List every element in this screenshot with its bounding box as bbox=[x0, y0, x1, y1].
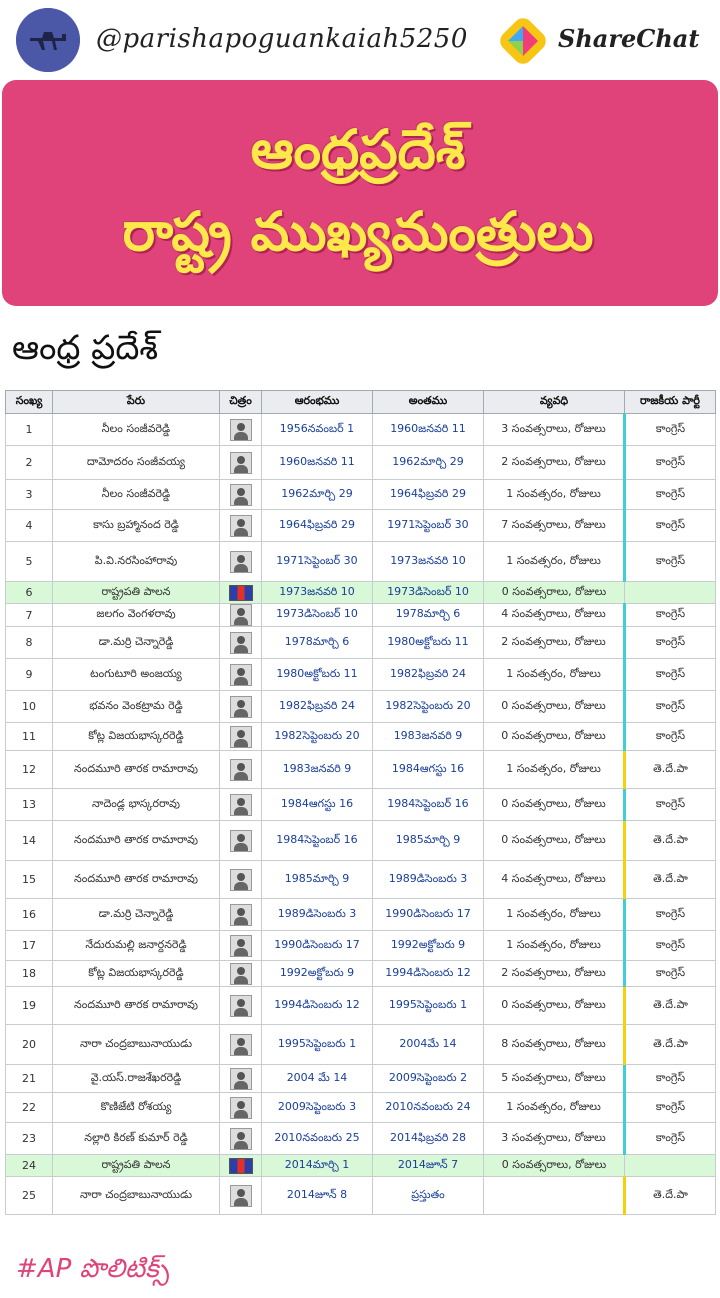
cell-photo bbox=[220, 789, 262, 821]
cell-name: కోట్ల విజయభాస్కరరెడ్డి bbox=[53, 723, 220, 751]
cell-start-date: 2009సెప్టెంబరు 3 bbox=[262, 1093, 373, 1123]
cell-photo bbox=[220, 1093, 262, 1123]
portrait-icon bbox=[230, 1097, 252, 1119]
portrait-icon bbox=[230, 759, 252, 781]
cell-start-date: 1989డిసెంబరు 3 bbox=[262, 899, 373, 931]
table-row bbox=[6, 1065, 716, 1093]
cell-duration: 5 సంవత్సరాలు, రోజులు bbox=[484, 1065, 625, 1093]
cell-name: నందమూరి తారక రామారావు bbox=[53, 751, 220, 789]
cell-name: జలగం వెంగళరావు bbox=[53, 604, 220, 627]
avatar[interactable] bbox=[16, 8, 80, 72]
cell-name: టంగుటూరి అంజయ్య bbox=[53, 659, 220, 691]
cell-end-date: 1964ఫిబ్రవరి 29 bbox=[373, 480, 484, 510]
cell-photo bbox=[220, 987, 262, 1025]
cell-duration: 2 సంవత్సరాలు, రోజులు bbox=[484, 961, 625, 987]
portrait-icon bbox=[230, 1128, 252, 1150]
col-header-party: రాజకీయ పార్టీ bbox=[625, 391, 716, 414]
cell-duration: 4 సంవత్సరాలు, రోజులు bbox=[484, 604, 625, 627]
table-row bbox=[6, 1123, 716, 1155]
cell-party: కాంగ్రెస్ bbox=[625, 931, 716, 961]
cell-party bbox=[625, 1155, 716, 1177]
cell-start-date: 2014మార్చి 1 bbox=[262, 1155, 373, 1177]
cell-party: కాంగ్రెస్ bbox=[625, 899, 716, 931]
cell-number: 24 bbox=[6, 1155, 53, 1177]
airplane-icon bbox=[16, 8, 80, 72]
cell-end-date: 1989డిసెంబరు 3 bbox=[373, 861, 484, 899]
portrait-icon bbox=[230, 1068, 252, 1090]
portrait-icon bbox=[230, 904, 252, 926]
cell-name: నల్లారి కిరణ్ కుమార్ రెడ్డి bbox=[53, 1123, 220, 1155]
cell-duration: 1 సంవత్సరం, రోజులు bbox=[484, 480, 625, 510]
cell-duration: 2 సంవత్సరాలు, రోజులు bbox=[484, 446, 625, 480]
portrait-icon bbox=[230, 419, 252, 441]
cell-number: 21 bbox=[6, 1065, 53, 1093]
portrait-icon bbox=[230, 696, 252, 718]
hashtag[interactable]: #AP పొలిటిక్స్ bbox=[16, 1254, 170, 1284]
table-row bbox=[6, 691, 716, 723]
cell-start-date: 1995సెప్టెంబరు 1 bbox=[262, 1025, 373, 1065]
cell-name: నారా చంద్రబాబునాయుడు bbox=[53, 1177, 220, 1215]
portrait-icon bbox=[230, 1034, 252, 1056]
table-row bbox=[6, 751, 716, 789]
cell-duration: 3 సంవత్సరాలు, రోజులు bbox=[484, 414, 625, 446]
col-header-number: సంఖ్య bbox=[6, 391, 53, 414]
cell-end-date: 1984సెప్టెంబర్ 16 bbox=[373, 789, 484, 821]
cell-number: 20 bbox=[6, 1025, 53, 1065]
cell-number: 22 bbox=[6, 1093, 53, 1123]
cell-duration: 0 సంవత్సరాలు, రోజులు bbox=[484, 987, 625, 1025]
cell-photo bbox=[220, 414, 262, 446]
cell-end-date: 1984ఆగస్టు 16 bbox=[373, 751, 484, 789]
table-row bbox=[6, 659, 716, 691]
cell-end-date: 1973జనవరి 10 bbox=[373, 542, 484, 582]
cell-end-date: 1990డిసెంబరు 17 bbox=[373, 899, 484, 931]
cell-end-date: ప్రస్తుతం bbox=[373, 1177, 484, 1215]
cell-start-date: 1985మార్చి 9 bbox=[262, 861, 373, 899]
portrait-icon bbox=[230, 632, 252, 654]
cell-duration: 0 సంవత్సరాలు, రోజులు bbox=[484, 1155, 625, 1177]
portrait-icon bbox=[230, 794, 252, 816]
cell-number: 4 bbox=[6, 510, 53, 542]
cell-party: కాంగ్రెస్ bbox=[625, 691, 716, 723]
table-row bbox=[6, 899, 716, 931]
cell-party: కాంగ్రెస్ bbox=[625, 789, 716, 821]
cell-end-date: 1973డిసెంబర్ 10 bbox=[373, 582, 484, 604]
cell-photo bbox=[220, 480, 262, 510]
cell-name: వై.యస్.రాజశేఖరరెడ్డి bbox=[53, 1065, 220, 1093]
table-row bbox=[6, 627, 716, 659]
col-header-name: పేరు bbox=[53, 391, 220, 414]
table-row bbox=[6, 1093, 716, 1123]
cell-number: 5 bbox=[6, 542, 53, 582]
sharechat-logo-icon bbox=[498, 16, 548, 66]
cell-photo bbox=[220, 604, 262, 627]
cell-photo bbox=[220, 627, 262, 659]
cell-duration: 4 సంవత్సరాలు, రోజులు bbox=[484, 861, 625, 899]
cell-start-date: 2010నవంబరు 25 bbox=[262, 1123, 373, 1155]
cell-start-date: 1978మార్చి 6 bbox=[262, 627, 373, 659]
cell-photo bbox=[220, 542, 262, 582]
cell-name: కాసు బ్రహ్మానంద రెడ్డి bbox=[53, 510, 220, 542]
cell-party: కాంగ్రెస్ bbox=[625, 627, 716, 659]
cell-start-date: 1984సెప్టెంబర్ 16 bbox=[262, 821, 373, 861]
chief-ministers-table bbox=[5, 390, 716, 1215]
portrait-icon bbox=[230, 830, 252, 852]
cell-start-date: 1956నవంబర్ 1 bbox=[262, 414, 373, 446]
portrait-icon bbox=[230, 995, 252, 1017]
cell-start-date: 1983జనవరి 9 bbox=[262, 751, 373, 789]
cell-photo bbox=[220, 1177, 262, 1215]
cell-name: నాదెండ్ల భాస్కరరావు bbox=[53, 789, 220, 821]
cell-end-date: 2014ఫిబ్రవరి 28 bbox=[373, 1123, 484, 1155]
cell-end-date: 1985మార్చి 9 bbox=[373, 821, 484, 861]
portrait-icon bbox=[230, 551, 252, 573]
cell-start-date: 1990డిసెంబరు 17 bbox=[262, 931, 373, 961]
cell-number: 8 bbox=[6, 627, 53, 659]
cell-name: కొణిజేటి రోశయ్య bbox=[53, 1093, 220, 1123]
table-row bbox=[6, 1177, 716, 1215]
cell-name: రాష్ట్రపతి పాలన bbox=[53, 582, 220, 604]
cell-end-date: 1971సెప్టెంబర్ 30 bbox=[373, 510, 484, 542]
cell-name: పి.వి.నరసింహారావు bbox=[53, 542, 220, 582]
cell-party: తె.దే.పా bbox=[625, 751, 716, 789]
table-row bbox=[6, 861, 716, 899]
cell-number: 9 bbox=[6, 659, 53, 691]
cell-party: కాంగ్రెస్ bbox=[625, 659, 716, 691]
table-row bbox=[6, 480, 716, 510]
cell-party bbox=[625, 582, 716, 604]
col-header-start: ఆరంభము bbox=[262, 391, 373, 414]
cell-duration: 1 సంవత్సరం, రోజులు bbox=[484, 931, 625, 961]
table-row bbox=[6, 1025, 716, 1065]
cell-name: నందమూరి తారక రామారావు bbox=[53, 861, 220, 899]
portrait-icon bbox=[230, 604, 252, 626]
cell-name: నేదురుమల్లి జనార్దనరెడ్డి bbox=[53, 931, 220, 961]
cell-duration bbox=[484, 1177, 625, 1215]
portrait-icon bbox=[230, 452, 252, 474]
cell-end-date: 2014జూన్ 7 bbox=[373, 1155, 484, 1177]
cell-start-date: 1994డిసెంబరు 12 bbox=[262, 987, 373, 1025]
cell-name: నీలం సంజీవరెడ్డి bbox=[53, 480, 220, 510]
cell-number: 6 bbox=[6, 582, 53, 604]
cell-number: 14 bbox=[6, 821, 53, 861]
cell-number: 7 bbox=[6, 604, 53, 627]
portrait-icon bbox=[230, 664, 252, 686]
cell-end-date: 2004మే 14 bbox=[373, 1025, 484, 1065]
cell-party: కాంగ్రెస్ bbox=[625, 542, 716, 582]
cell-name: రాష్ట్రపతి పాలన bbox=[53, 1155, 220, 1177]
cell-photo bbox=[220, 1123, 262, 1155]
col-header-duration: వ్యవధి bbox=[484, 391, 625, 414]
cell-duration: 1 సంవత్సరం, రోజులు bbox=[484, 899, 625, 931]
cell-photo bbox=[220, 961, 262, 987]
cell-party: కాంగ్రెస్ bbox=[625, 446, 716, 480]
banner-title-line-2: రాష్ట్ర ముఖ్యమంత్రులు bbox=[122, 200, 594, 263]
cell-duration: 1 సంవత్సరం, రోజులు bbox=[484, 542, 625, 582]
cell-party: తె.దే.పా bbox=[625, 1025, 716, 1065]
flag-icon bbox=[229, 1158, 253, 1174]
table-row bbox=[6, 414, 716, 446]
username-handle[interactable]: @parishapoguankaiah5250 bbox=[96, 24, 468, 54]
cell-name: నీలం సంజీవరెడ్డి bbox=[53, 414, 220, 446]
cell-end-date: 1995సెప్టెంబరు 1 bbox=[373, 987, 484, 1025]
portrait-icon bbox=[230, 963, 252, 985]
cell-party: కాంగ్రెస్ bbox=[625, 414, 716, 446]
cell-photo bbox=[220, 1025, 262, 1065]
cell-photo bbox=[220, 1155, 262, 1177]
cell-photo bbox=[220, 582, 262, 604]
cell-number: 19 bbox=[6, 987, 53, 1025]
cell-photo bbox=[220, 821, 262, 861]
cell-photo bbox=[220, 446, 262, 480]
cell-end-date: 1983జనవరి 9 bbox=[373, 723, 484, 751]
cell-end-date: 1982ఫిబ్రవరి 24 bbox=[373, 659, 484, 691]
cell-photo bbox=[220, 659, 262, 691]
cell-name: డా.మర్రి చెన్నారెడ్డి bbox=[53, 627, 220, 659]
cell-number: 18 bbox=[6, 961, 53, 987]
cell-photo bbox=[220, 861, 262, 899]
cell-photo bbox=[220, 931, 262, 961]
top-bar bbox=[0, 0, 720, 80]
cell-start-date: 1982సెప్టెంబరు 20 bbox=[262, 723, 373, 751]
cell-number: 2 bbox=[6, 446, 53, 480]
cell-name: కోట్ల విజయభాస్కరరెడ్డి bbox=[53, 961, 220, 987]
cell-name: నారా చంద్రబాబునాయుడు bbox=[53, 1025, 220, 1065]
cell-name: నందమూరి తారక రామారావు bbox=[53, 987, 220, 1025]
cell-party: కాంగ్రెస్ bbox=[625, 961, 716, 987]
cell-duration: 1 సంవత్సరం, రోజులు bbox=[484, 751, 625, 789]
cell-party: కాంగ్రెస్ bbox=[625, 604, 716, 627]
cell-number: 1 bbox=[6, 414, 53, 446]
cell-start-date: 1992అక్టోబరు 9 bbox=[262, 961, 373, 987]
cell-number: 10 bbox=[6, 691, 53, 723]
cell-party: కాంగ్రెస్ bbox=[625, 1065, 716, 1093]
cell-duration: 7 సంవత్సరాలు, రోజులు bbox=[484, 510, 625, 542]
cell-number: 3 bbox=[6, 480, 53, 510]
section-heading: ఆంధ్ర ప్రదేశ్ bbox=[12, 328, 159, 368]
cell-duration: 2 సంవత్సరాలు, రోజులు bbox=[484, 627, 625, 659]
cell-end-date: 1982సెప్టెంబరు 20 bbox=[373, 691, 484, 723]
cell-start-date: 1984ఆగస్టు 16 bbox=[262, 789, 373, 821]
cell-start-date: 1960జనవరి 11 bbox=[262, 446, 373, 480]
table-row bbox=[6, 987, 716, 1025]
table-row bbox=[6, 542, 716, 582]
cell-party: తె.దే.పా bbox=[625, 1177, 716, 1215]
cell-start-date: 1964ఫిబ్రవరి 29 bbox=[262, 510, 373, 542]
cell-end-date: 1994డిసెంబరు 12 bbox=[373, 961, 484, 987]
cell-party: తె.దే.పా bbox=[625, 821, 716, 861]
cell-party: తె.దే.పా bbox=[625, 987, 716, 1025]
cell-party: కాంగ్రెస్ bbox=[625, 480, 716, 510]
cell-number: 15 bbox=[6, 861, 53, 899]
cell-start-date: 1973జనవరి 10 bbox=[262, 582, 373, 604]
cell-duration: 0 సంవత్సరాలు, రోజులు bbox=[484, 821, 625, 861]
cell-party: తె.దే.పా bbox=[625, 861, 716, 899]
cell-start-date: 2004 మే 14 bbox=[262, 1065, 373, 1093]
cell-name: భవనం వెంకట్రామ రెడ్డి bbox=[53, 691, 220, 723]
cell-end-date: 1960జనవరి 11 bbox=[373, 414, 484, 446]
table-row bbox=[6, 931, 716, 961]
cell-number: 16 bbox=[6, 899, 53, 931]
cell-photo bbox=[220, 899, 262, 931]
cell-photo bbox=[220, 691, 262, 723]
cell-end-date: 1980అక్టోబరు 11 bbox=[373, 627, 484, 659]
cell-duration: 0 సంవత్సరాలు, రోజులు bbox=[484, 691, 625, 723]
portrait-icon bbox=[230, 484, 252, 506]
cell-duration: 1 సంవత్సరం, రోజులు bbox=[484, 1093, 625, 1123]
cell-end-date: 2010నవంబరు 24 bbox=[373, 1093, 484, 1123]
col-header-end: అంతము bbox=[373, 391, 484, 414]
cell-start-date: 1973డిసెంబర్ 10 bbox=[262, 604, 373, 627]
portrait-icon bbox=[230, 935, 252, 957]
cell-start-date: 1971సెప్టెంబర్ 30 bbox=[262, 542, 373, 582]
banner-title-line-1: ఆంధ్రప్రదేశ్ bbox=[250, 118, 466, 181]
cell-duration: 0 సంవత్సరాలు, రోజులు bbox=[484, 723, 625, 751]
table-row bbox=[6, 604, 716, 627]
portrait-icon bbox=[230, 515, 252, 537]
sharechat-brand-name: ShareChat bbox=[558, 24, 700, 53]
table-row bbox=[6, 961, 716, 987]
cell-number: 11 bbox=[6, 723, 53, 751]
table-row bbox=[6, 446, 716, 480]
cell-duration: 1 సంవత్సరం, రోజులు bbox=[484, 659, 625, 691]
cell-photo bbox=[220, 510, 262, 542]
cell-name: డా.మర్రి చెన్నారెడ్డి bbox=[53, 899, 220, 931]
table-row bbox=[6, 1155, 716, 1177]
table-header-row bbox=[6, 391, 716, 414]
flag-icon bbox=[229, 585, 253, 601]
cell-duration: 0 సంవత్సరాలు, రోజులు bbox=[484, 582, 625, 604]
cell-end-date: 2009సెప్టెంబరు 2 bbox=[373, 1065, 484, 1093]
cell-number: 17 bbox=[6, 931, 53, 961]
cell-number: 13 bbox=[6, 789, 53, 821]
cell-start-date: 1962మార్చి 29 bbox=[262, 480, 373, 510]
cell-party: కాంగ్రెస్ bbox=[625, 510, 716, 542]
cell-start-date: 1982ఫిబ్రవరి 24 bbox=[262, 691, 373, 723]
portrait-icon bbox=[230, 869, 252, 891]
table-row bbox=[6, 789, 716, 821]
cell-number: 12 bbox=[6, 751, 53, 789]
cell-duration: 0 సంవత్సరాలు, రోజులు bbox=[484, 789, 625, 821]
cell-photo bbox=[220, 751, 262, 789]
cell-duration: 8 సంవత్సరాలు, రోజులు bbox=[484, 1025, 625, 1065]
cell-photo bbox=[220, 1065, 262, 1093]
table-row bbox=[6, 582, 716, 604]
cell-name: నందమూరి తారక రామారావు bbox=[53, 821, 220, 861]
col-header-photo: చిత్రం bbox=[220, 391, 262, 414]
cell-duration: 3 సంవత్సరాలు, రోజులు bbox=[484, 1123, 625, 1155]
table-row bbox=[6, 510, 716, 542]
cell-party: కాంగ్రెస్ bbox=[625, 1123, 716, 1155]
cell-end-date: 1992అక్టోబరు 9 bbox=[373, 931, 484, 961]
cell-end-date: 1978మార్చి 6 bbox=[373, 604, 484, 627]
cell-party: కాంగ్రెస్ bbox=[625, 723, 716, 751]
cell-start-date: 2014జూన్ 8 bbox=[262, 1177, 373, 1215]
table-row bbox=[6, 723, 716, 751]
cell-number: 25 bbox=[6, 1177, 53, 1215]
cell-start-date: 1980అక్టోబరు 11 bbox=[262, 659, 373, 691]
cell-photo bbox=[220, 723, 262, 751]
cell-number: 23 bbox=[6, 1123, 53, 1155]
table-row bbox=[6, 821, 716, 861]
cell-end-date: 1962మార్చి 29 bbox=[373, 446, 484, 480]
portrait-icon bbox=[230, 726, 252, 748]
cell-party: కాంగ్రెస్ bbox=[625, 1093, 716, 1123]
cell-name: దామోదరం సంజీవయ్య bbox=[53, 446, 220, 480]
portrait-icon bbox=[230, 1185, 252, 1207]
